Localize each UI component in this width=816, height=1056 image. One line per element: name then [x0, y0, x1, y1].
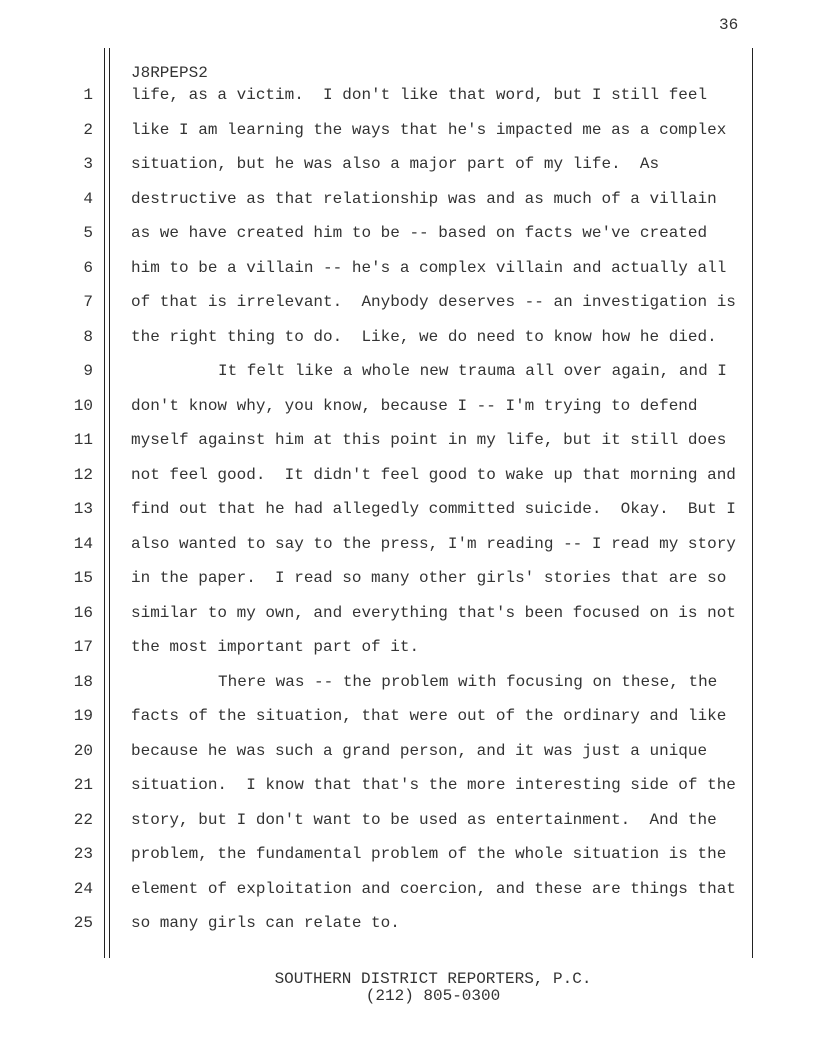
line-number: 6: [83, 258, 93, 277]
line-number: 10: [73, 396, 93, 415]
transcript-line: as we have created him to be -- based on facts we've created: [131, 224, 708, 242]
line-number: 15: [73, 569, 93, 587]
transcript-line: because he was such a grand person, and it was just a unique: [131, 741, 708, 760]
transcript-line: don't know why, you know, because I -- I'm trying to defend: [131, 396, 698, 415]
transcript-line: the most important part of it.: [131, 638, 420, 656]
line-number: 2: [83, 120, 93, 139]
case-id-header: J8RPEPS2: [131, 64, 208, 82]
line-number: 16: [73, 603, 93, 622]
transcript-line: in the paper. I read so many other girls' stories that are so: [131, 569, 727, 587]
line-number: 21: [73, 776, 93, 794]
transcript-line: It felt like a whole new trauma all over again, and I: [218, 362, 727, 380]
transcript-line: not feel good. It didn't feel good to wake up that morning and: [131, 465, 736, 484]
footer-phone: (212) 805-0300: [365, 987, 501, 1005]
transcript-line: facts of the situation, that were out of the ordinary and like: [131, 707, 727, 725]
line-number: 9: [83, 362, 93, 380]
line-number: 17: [73, 638, 93, 656]
transcript-line: destructive as that relationship was and as much of a villain: [131, 189, 717, 208]
transcript-line: also wanted to say to the press, I'm reading -- I read my story: [131, 534, 736, 553]
transcript-line: like I am learning the ways that he's impacted me as a complex: [131, 120, 727, 139]
transcript-line: the right thing to do. Like, we do need to know how he died.: [131, 327, 717, 346]
transcript-line: There was -- the problem with focusing on these, the: [218, 672, 718, 691]
transcript-line: situation. I know that that's the more interesting side of the: [131, 776, 736, 794]
transcript-line: element of exploitation and coercion, and these are things that: [131, 879, 736, 898]
transcript-line: situation, but he was also a major part of my life. As: [131, 155, 660, 173]
transcript-line: of that is irrelevant. Anybody deserves -- an investigation is: [131, 293, 736, 311]
transcript-line: myself against him at this point in my life, but it still does: [131, 431, 727, 449]
line-number: 8: [83, 327, 93, 346]
left-margin-rule-inner: [109, 48, 110, 958]
line-number: 24: [73, 879, 93, 898]
line-number: 12: [73, 465, 93, 484]
footer-reporter-name: SOUTHERN DISTRICT REPORTERS, P.C.: [274, 970, 592, 988]
line-number: 14: [73, 534, 93, 553]
transcript-line: life, as a victim. I don't like that word, but I still feel: [131, 86, 708, 104]
line-number: 19: [73, 707, 93, 725]
right-margin-rule: [752, 48, 753, 958]
transcript-line: so many girls can relate to.: [131, 914, 400, 932]
line-number: 20: [73, 741, 93, 760]
line-number: 3: [83, 155, 93, 173]
line-number: 7: [83, 293, 93, 311]
transcript-line: him to be a villain -- he's a complex villain and actually all: [131, 258, 727, 277]
transcript-line: similar to my own, and everything that's been focused on is not: [131, 603, 736, 622]
line-number: 18: [73, 672, 93, 691]
line-number: 5: [83, 224, 93, 242]
transcript-line: find out that he had allegedly committed suicide. Okay. But I: [131, 500, 736, 518]
transcript-line: problem, the fundamental problem of the whole situation is the: [131, 845, 727, 863]
left-margin-rule-outer: [104, 48, 105, 958]
line-number: 11: [73, 431, 93, 449]
line-number: 23: [73, 845, 93, 863]
line-number: 22: [73, 810, 93, 829]
line-number: 13: [73, 500, 93, 518]
line-number: 4: [83, 189, 93, 208]
page-number: 36: [719, 16, 739, 34]
line-number: 25: [73, 914, 93, 932]
transcript-line: story, but I don't want to be used as entertainment. And the: [131, 810, 717, 829]
line-number: 1: [83, 86, 93, 104]
